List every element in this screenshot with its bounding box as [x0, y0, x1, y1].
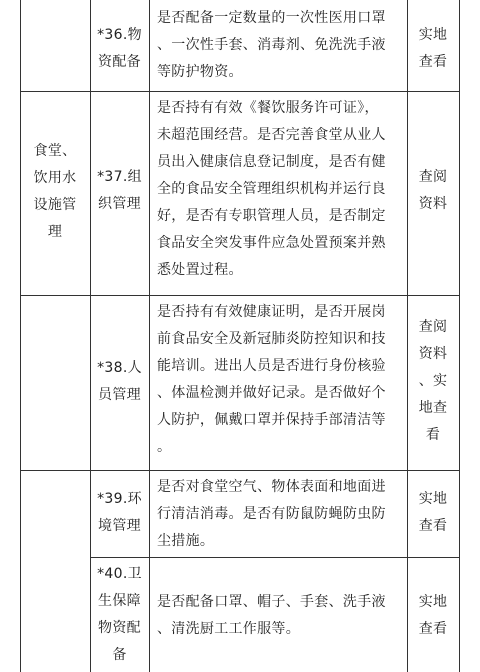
method-line: 查阅 — [418, 169, 448, 185]
method-cell-39 — [407, 486, 459, 540]
method-line: 查看 — [418, 621, 448, 637]
method-line: 实地 — [418, 594, 448, 610]
method-cell-38 — [407, 314, 459, 449]
content-line: 食品安全突发事件应急处置预案并熟 — [157, 235, 386, 251]
content-line: 前食品安全及新冠肺炎防控知识和技 — [157, 331, 386, 347]
content-line: 行清洁消毒。是否有防鼠防蝇防虫防 — [157, 506, 386, 522]
method-line: 查阅 — [418, 319, 448, 335]
content-line: 是否持有有效《餐饮服务许可证》， — [157, 100, 379, 116]
method-line: 地查 — [418, 400, 448, 416]
item-line: 资配备 — [98, 54, 141, 70]
category-cell — [20, 138, 90, 246]
item-line: 备 — [112, 647, 127, 663]
content-cell-36 — [157, 5, 407, 86]
content-line: 好，是否有专职管理人员，是否制定 — [157, 208, 386, 224]
item-line: *37.组 — [97, 169, 142, 185]
category-line: 理 — [47, 224, 63, 240]
content-line: 等防护物资。 — [157, 64, 243, 80]
row-divider — [20, 91, 460, 92]
item-line: 员管理 — [98, 387, 141, 403]
content-cell-39 — [157, 474, 407, 555]
table-border-left — [20, 0, 21, 672]
item-cell-36 — [90, 22, 149, 76]
item-line: 物资配 — [98, 620, 141, 636]
content-line: 悉处置过程。 — [157, 262, 243, 278]
item-line: *39.环 — [97, 491, 142, 507]
item-line: 生保障 — [98, 593, 141, 609]
content-line: 是否配备一定数量的一次性医用口罩 — [157, 10, 386, 26]
method-cell-40 — [407, 589, 459, 643]
content-line: 、清洗厨工工作服等。 — [157, 621, 300, 637]
item-cell-37 — [90, 164, 149, 218]
method-cell-36 — [407, 22, 459, 76]
content-line: 能培训。进出人员是否进行身份核验 — [157, 358, 386, 374]
method-line: 资料 — [418, 346, 448, 362]
item-cell-39 — [90, 486, 149, 540]
category-line: 饮用水 — [33, 170, 77, 186]
item-line: *38.人 — [97, 360, 142, 376]
row-divider — [20, 470, 460, 471]
method-line: 看 — [425, 427, 441, 443]
method-line: 查看 — [418, 518, 448, 534]
category-line: 设施管 — [33, 197, 77, 213]
table-border-right — [459, 0, 460, 672]
method-line: 、实 — [418, 373, 448, 389]
item-line: *36.物 — [97, 27, 142, 43]
content-line: 未超范围经营。是否完善食堂从业人 — [157, 127, 386, 143]
content-line: 是否持有有效健康证明，是否开展岗 — [157, 304, 386, 320]
method-cell-37 — [407, 164, 459, 218]
content-line: 、体温检测并做好记录。是否做好个 — [157, 385, 386, 401]
content-line: 全的食品安全管理组织机构并运行良 — [157, 181, 386, 197]
content-line: 人防护，佩戴口罩并保持手部清洁等 — [157, 412, 386, 428]
item-cell-38 — [90, 355, 149, 409]
content-line: 、一次性手套、消毒剂、免洗洗手液 — [157, 37, 386, 53]
content-cell-40 — [157, 589, 407, 643]
category-line: 食堂、 — [33, 143, 77, 159]
item-line: *40.卫 — [97, 566, 142, 582]
item-line: 境管理 — [98, 518, 141, 534]
method-line: 实地 — [418, 491, 448, 507]
content-cell-37 — [157, 95, 407, 284]
content-line: 是否对食堂空气、物体表面和地面进 — [157, 479, 386, 495]
method-line: 资料 — [418, 196, 448, 212]
content-line: 员出入健康信息登记制度，是否有健 — [157, 154, 386, 170]
content-line: 是否配备口罩、帽子、手套、洗手液 — [157, 594, 386, 610]
method-line: 查看 — [418, 54, 448, 70]
column-divider-2 — [149, 0, 150, 672]
item-cell-40 — [90, 561, 149, 669]
content-line: 尘措施。 — [157, 533, 215, 549]
row-divider — [20, 295, 460, 296]
method-line: 实地 — [418, 27, 448, 43]
item-line: 织管理 — [98, 196, 141, 212]
content-line: 。 — [157, 439, 172, 455]
row-divider — [90, 557, 460, 558]
content-cell-38 — [157, 299, 407, 461]
